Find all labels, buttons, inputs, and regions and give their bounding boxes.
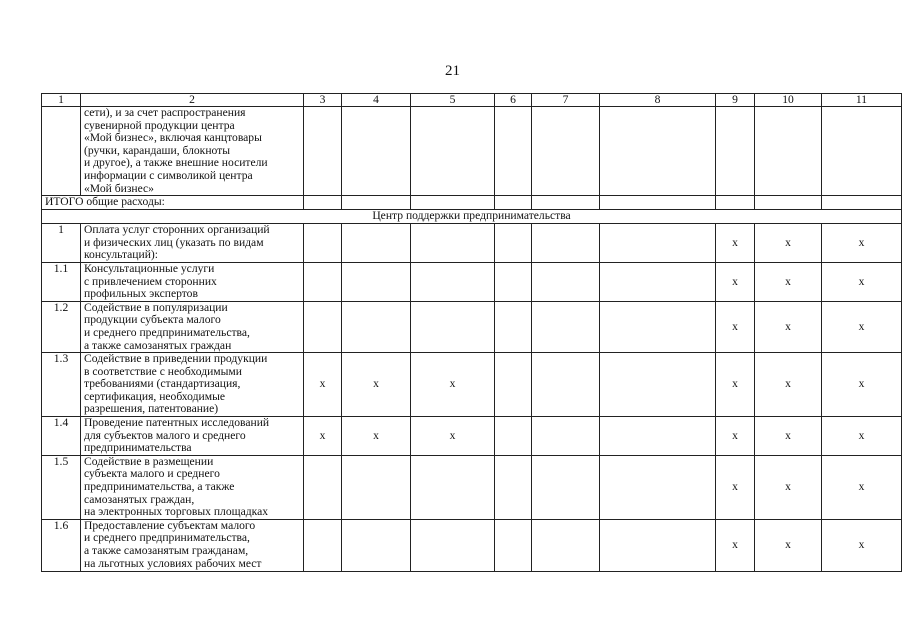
table-cell	[342, 455, 411, 519]
table-cell: х	[822, 417, 902, 456]
table-cell	[716, 107, 755, 196]
table-cell: х	[822, 262, 902, 301]
continuation-row	[42, 107, 902, 196]
row-number	[42, 107, 81, 196]
table-cell	[600, 262, 716, 301]
table-cell: х	[716, 301, 755, 352]
table-cell	[600, 107, 716, 196]
row-description: Оплата услуг сторонних организаций и физических лиц (указать по видам консультаций):	[81, 224, 304, 263]
table-cell	[304, 224, 342, 263]
table-cell	[342, 224, 411, 263]
table-cell	[495, 107, 532, 196]
table-cell	[600, 301, 716, 352]
table-cell	[411, 224, 495, 263]
header-cell: 5	[411, 94, 495, 107]
table-row	[42, 262, 902, 301]
row-description: Предоставление субъектам малого и среднего предпринимательства, а также самозанятым гражданам, на льготных условиях рабочих мест	[81, 519, 304, 571]
row-description: Проведение патентных исследований для субъектов малого и среднего предпринимательства	[81, 417, 304, 456]
table-cell: х	[716, 262, 755, 301]
header-cell: 7	[532, 94, 600, 107]
header-cell: 8	[600, 94, 716, 107]
table-cell: х	[755, 301, 822, 352]
row-number: 1.1	[42, 262, 81, 301]
table-cell: х	[342, 353, 411, 417]
row-number: 1.6	[42, 519, 81, 571]
table-cell: х	[304, 353, 342, 417]
table-cell: х	[822, 519, 902, 571]
table-cell	[495, 455, 532, 519]
table-cell: х	[411, 353, 495, 417]
page-number: 21	[445, 63, 460, 79]
table-cell	[304, 262, 342, 301]
header-cell: 10	[755, 94, 822, 107]
table-cell	[600, 353, 716, 417]
table-cell: х	[411, 417, 495, 456]
table-cell	[495, 519, 532, 571]
table-row	[42, 417, 902, 456]
header-cell: 9	[716, 94, 755, 107]
table-cell: х	[755, 455, 822, 519]
table-row	[42, 455, 902, 519]
table-cell	[411, 519, 495, 571]
table-cell	[304, 301, 342, 352]
table-cell: х	[822, 455, 902, 519]
table-cell: х	[755, 224, 822, 263]
table-cell	[342, 301, 411, 352]
table-cell	[532, 455, 600, 519]
row-number: 1	[42, 224, 81, 263]
table-cell	[600, 224, 716, 263]
table-cell: х	[755, 353, 822, 417]
header-cell: 1	[42, 94, 81, 107]
header-cell: 6	[495, 94, 532, 107]
table-cell: х	[716, 455, 755, 519]
table-cell	[532, 107, 600, 196]
table-cell	[495, 224, 532, 263]
table-cell	[532, 301, 600, 352]
table-cell: х	[304, 417, 342, 456]
row-description: Консультационные услуги с привлечением сторонних профильных экспертов	[81, 262, 304, 301]
table-cell	[495, 262, 532, 301]
row-number: 1.4	[42, 417, 81, 456]
header-cell: 3	[304, 94, 342, 107]
table-row	[42, 224, 902, 263]
table-cell: х	[755, 519, 822, 571]
table-cell	[532, 417, 600, 456]
table-cell: х	[755, 262, 822, 301]
table-cell	[411, 107, 495, 196]
row-number: 1.5	[42, 455, 81, 519]
row-number: 1.3	[42, 353, 81, 417]
table-cell	[342, 519, 411, 571]
table-cell: х	[342, 417, 411, 456]
row-description: Содействие в приведении продукции в соответствие с необходимыми требованиями (стандартизация, сертификация, необходимые разрешения, патентование)	[81, 353, 304, 417]
table-cell	[304, 519, 342, 571]
row-description: Содействие в популяризации продукции субъекта малого и среднего предпринимательства, а также самозанятых граждан	[81, 301, 304, 352]
table-row	[42, 301, 902, 352]
header-row	[42, 94, 902, 107]
row-description: сети), и за счет распространения сувенирной продукции центра «Мой бизнес», включая канцтовары (ручки, карандаши, блокноты и другое), а также внешние носители информации с символикой центра «Мой бизнес»	[81, 107, 304, 196]
table-cell	[342, 262, 411, 301]
section-row	[42, 210, 902, 224]
table-cell	[495, 301, 532, 352]
table-cell	[600, 417, 716, 456]
table-row	[42, 353, 902, 417]
table-cell: х	[716, 224, 755, 263]
table-cell	[411, 455, 495, 519]
table-cell	[495, 417, 532, 456]
table-cell	[304, 107, 342, 196]
table-cell: х	[822, 224, 902, 263]
table-cell	[495, 353, 532, 417]
table-cell	[411, 262, 495, 301]
table-cell	[755, 107, 822, 196]
row-description: Содействие в размещении субъекта малого и среднего предпринимательства, а также самозанятых граждан, на электронных торговых площадках	[81, 455, 304, 519]
table-cell	[600, 455, 716, 519]
table-row	[42, 519, 902, 571]
table-cell: х	[822, 353, 902, 417]
table-cell: х	[822, 301, 902, 352]
table-cell	[304, 455, 342, 519]
header-cell: 11	[822, 94, 902, 107]
table-cell	[822, 107, 902, 196]
row-number: 1.2	[42, 301, 81, 352]
table-cell	[600, 519, 716, 571]
table-cell	[342, 107, 411, 196]
table-cell	[532, 262, 600, 301]
expense-table	[41, 93, 902, 572]
table-cell: х	[716, 519, 755, 571]
total-row	[42, 196, 902, 210]
table-cell	[532, 353, 600, 417]
table-cell: х	[716, 353, 755, 417]
header-cell: 4	[342, 94, 411, 107]
table-cell: х	[755, 417, 822, 456]
header-cell: 2	[81, 94, 304, 107]
total-label: ИТОГО общие расходы:	[42, 196, 304, 210]
table-cell: х	[716, 417, 755, 456]
table-cell	[532, 224, 600, 263]
table-cell	[411, 301, 495, 352]
table-cell	[532, 519, 600, 571]
section-title: Центр поддержки предпринимательства	[42, 210, 902, 224]
